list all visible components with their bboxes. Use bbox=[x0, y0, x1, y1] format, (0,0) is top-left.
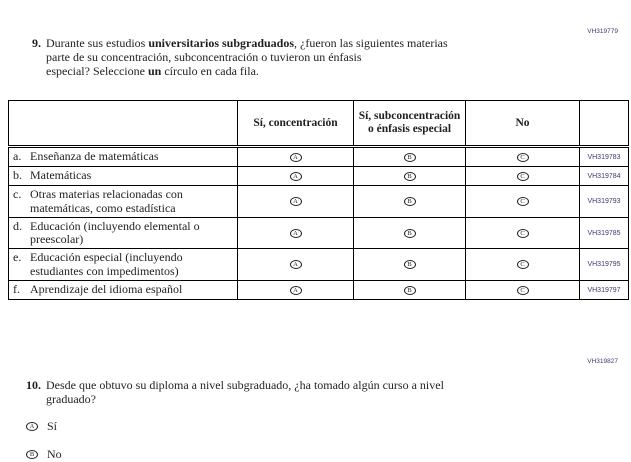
q9-text-part: círculo en cada fila. bbox=[161, 64, 259, 78]
q9-text-part: Durante sus estudios bbox=[46, 36, 149, 50]
radio-b-si-subconcentracion[interactable]: B bbox=[404, 172, 416, 181]
row-c-code: VH319793 bbox=[580, 186, 629, 218]
question-9-answer-table bbox=[8, 100, 629, 300]
cell-f-no bbox=[466, 281, 580, 300]
question-9 bbox=[0, 36, 600, 78]
table-row bbox=[9, 167, 629, 186]
cell-e-subconcentracion bbox=[354, 249, 466, 281]
question-9-line-2: parte de su concentración, subconcentración o tuvieron un énfasis bbox=[46, 50, 362, 64]
row-b-code: VH319784 bbox=[580, 167, 629, 186]
row-e-label bbox=[9, 249, 238, 281]
cell-a-subconcentracion bbox=[354, 147, 466, 167]
cell-d-subconcentracion bbox=[354, 218, 466, 249]
table-row bbox=[9, 147, 629, 167]
question-10-line-2: graduado? bbox=[46, 392, 96, 406]
row-letter: c. bbox=[13, 187, 22, 201]
radio-b-si-concentracion[interactable]: A bbox=[290, 172, 302, 181]
row-a-label bbox=[9, 147, 238, 167]
row-label-text: Matemáticas bbox=[30, 168, 92, 183]
question-9-text bbox=[46, 36, 600, 78]
radio-d-si-subconcentracion[interactable]: B bbox=[404, 229, 416, 238]
question-9-code: VH319779 bbox=[587, 28, 618, 35]
table-header-row bbox=[9, 101, 629, 147]
radio-c-si-subconcentracion[interactable]: B bbox=[404, 197, 416, 206]
row-letter: d. bbox=[13, 218, 22, 233]
radio-e-si-concentracion[interactable]: A bbox=[290, 260, 302, 269]
cell-f-subconcentracion bbox=[354, 281, 466, 300]
radio-a-no[interactable]: C bbox=[517, 153, 529, 162]
row-d-code: VH319785 bbox=[580, 218, 629, 249]
q10-option-si-label: Sí bbox=[47, 419, 58, 433]
cell-d-concentracion bbox=[238, 218, 354, 249]
q10-option-no bbox=[26, 447, 600, 462]
row-d-label bbox=[9, 218, 238, 249]
cell-b-subconcentracion bbox=[354, 167, 466, 186]
row-f-code: VH319797 bbox=[580, 281, 629, 300]
radio-b-no[interactable]: C bbox=[517, 172, 529, 181]
radio-q10-no[interactable]: B bbox=[26, 450, 38, 459]
question-10-line-1: Desde que obtuvo su diploma a nivel subgraduado, ¿ha tomado algún curso a nivel bbox=[46, 378, 444, 392]
cell-d-no bbox=[466, 218, 580, 249]
question-9-number: 9. bbox=[32, 36, 41, 50]
radio-a-si-concentracion[interactable]: A bbox=[290, 153, 302, 162]
cell-b-concentracion bbox=[238, 167, 354, 186]
q9-text-bold: un bbox=[147, 64, 162, 78]
table-row bbox=[9, 218, 629, 249]
radio-q10-si[interactable]: A bbox=[26, 422, 38, 431]
cell-c-subconcentracion bbox=[354, 186, 466, 218]
radio-f-si-concentracion[interactable]: A bbox=[290, 286, 302, 295]
radio-e-si-subconcentracion[interactable]: B bbox=[404, 260, 416, 269]
cell-a-no bbox=[466, 147, 580, 167]
header-empty bbox=[9, 101, 238, 147]
row-letter: e. bbox=[13, 250, 22, 264]
q9-text-part: , ¿fueron las siguientes materias bbox=[294, 36, 448, 50]
question-10-number: 10. bbox=[26, 378, 41, 392]
question-10-code: VH319827 bbox=[587, 358, 618, 365]
q10-option-no-label: No bbox=[47, 447, 62, 461]
q9-text-bold: universitarios subgraduados bbox=[148, 36, 295, 50]
radio-f-si-subconcentracion[interactable]: B bbox=[404, 286, 416, 295]
header-code-column bbox=[580, 101, 629, 147]
header-si-subconcentracion: Sí, subconcentración o énfasis especial bbox=[354, 101, 466, 147]
cell-a-concentracion bbox=[238, 147, 354, 167]
radio-e-no[interactable]: C bbox=[517, 260, 529, 269]
radio-c-si-concentracion[interactable]: A bbox=[290, 197, 302, 206]
row-letter: f. bbox=[13, 282, 20, 297]
question-9-line-3 bbox=[46, 64, 600, 78]
table-row bbox=[9, 281, 629, 300]
cell-e-concentracion bbox=[238, 249, 354, 281]
radio-a-si-subconcentracion[interactable]: B bbox=[404, 153, 416, 162]
row-e-code: VH319795 bbox=[580, 249, 629, 281]
row-label-text: Educación especial (incluyendo estudiantes con impedimentos) bbox=[30, 250, 183, 278]
cell-e-no bbox=[466, 249, 580, 281]
radio-c-no[interactable]: C bbox=[517, 197, 529, 206]
q9-text-part: especial? Seleccione bbox=[46, 64, 148, 78]
row-b-label bbox=[9, 167, 238, 186]
question-9-line-1 bbox=[46, 36, 600, 50]
row-label-text: Enseñanza de matemáticas bbox=[30, 149, 159, 164]
header-si-concentracion: Sí, concentración bbox=[238, 101, 354, 147]
table-row bbox=[9, 186, 629, 218]
question-10-text bbox=[46, 378, 600, 406]
row-label-text: Aprendizaje del idioma español bbox=[30, 282, 183, 297]
question-10 bbox=[0, 378, 600, 462]
row-f-label bbox=[9, 281, 238, 300]
radio-d-no[interactable]: C bbox=[517, 229, 529, 238]
row-label-text: Otras materias relacionadas con matemáticas, como estadística bbox=[30, 187, 183, 215]
cell-b-no bbox=[466, 167, 580, 186]
row-letter: b. bbox=[13, 168, 22, 183]
cell-c-no bbox=[466, 186, 580, 218]
q10-option-si bbox=[26, 419, 600, 434]
cell-c-concentracion bbox=[238, 186, 354, 218]
row-label-text: Educación (incluyendo elemental o preescolar) bbox=[30, 218, 200, 246]
row-c-label bbox=[9, 186, 238, 218]
row-letter: a. bbox=[13, 149, 22, 164]
radio-d-si-concentracion[interactable]: A bbox=[290, 229, 302, 238]
radio-f-no[interactable]: C bbox=[517, 286, 529, 295]
row-a-code: VH319783 bbox=[580, 147, 629, 167]
table-row bbox=[9, 249, 629, 281]
cell-f-concentracion bbox=[238, 281, 354, 300]
header-no: No bbox=[466, 101, 580, 147]
